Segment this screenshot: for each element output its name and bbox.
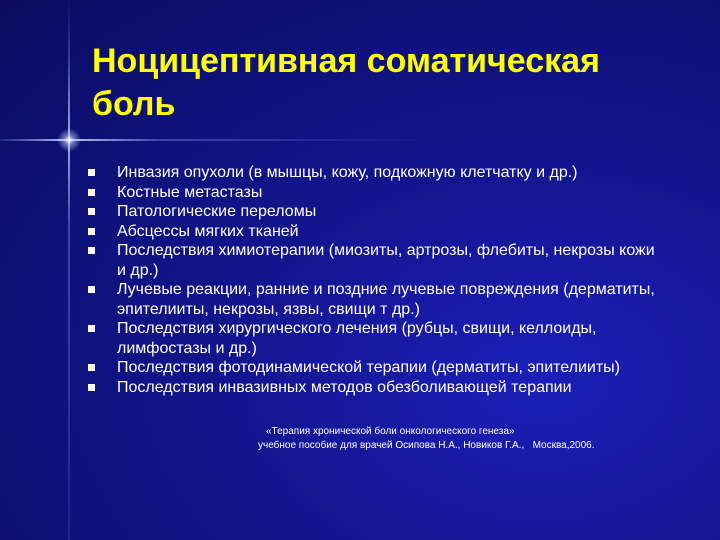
list-item	[88, 202, 668, 222]
list-item-text: Последствия фотодинамической терапии (дерматиты, эпителииты)	[117, 359, 621, 376]
list-item	[88, 183, 668, 203]
citation-book-title: «Терапия хронической боли онкологического генеза»	[266, 426, 515, 437]
square-bullet-icon	[88, 169, 95, 176]
square-bullet-icon	[88, 189, 95, 196]
citation-authors: учебное пособие для врачей Осипова Н.А., Новиков Г.А., Москва,2006.	[258, 440, 595, 451]
square-bullet-icon	[88, 384, 95, 391]
slide-title: Ноцицептивная соматическая боль	[92, 42, 600, 123]
list-item-text: Абсцессы мягких тканей	[117, 222, 299, 240]
source-citation	[258, 425, 698, 453]
list-item-text: Лучевые реакции, ранние и поздние лучевые повреждения (дерматиты, эпителииты, некрозы, язвы, свищи т др.)	[117, 281, 655, 318]
square-bullet-icon	[88, 208, 95, 215]
list-item-text: Инвазия опухоли (в мышцы, кожу, подкожную клетчатку и др.)	[117, 164, 578, 181]
bullet-list	[88, 163, 668, 397]
list-item-text: Последствия хирургического лечения (рубцы, свищи, келлоиды, лимфостазы и др.)	[117, 320, 597, 357]
list-item	[88, 163, 668, 183]
list-item-text: Последствия инвазивных методов обезболивающей терапии	[117, 378, 572, 396]
list-item	[88, 378, 668, 398]
square-bullet-icon	[88, 228, 95, 235]
list-item-text: Последствия химиотерапии (миозиты, артрозы, флебиты, некрозы кожи и др.)	[117, 242, 655, 279]
square-bullet-icon	[88, 364, 95, 371]
list-item	[88, 241, 668, 280]
sparkle-cross-vertical-line	[68, 0, 70, 540]
list-item	[88, 358, 668, 378]
square-bullet-icon	[88, 286, 95, 293]
sparkle-cross-horizontal-line	[0, 139, 720, 141]
list-item	[88, 222, 668, 242]
list-item-text: Костные метастазы	[117, 183, 263, 201]
sparkle-cross-icon	[57, 128, 81, 152]
list-item-text: Патологические переломы	[117, 203, 317, 220]
list-item	[88, 280, 668, 319]
square-bullet-icon	[88, 325, 95, 332]
list-item	[88, 319, 668, 358]
square-bullet-icon	[88, 247, 95, 254]
